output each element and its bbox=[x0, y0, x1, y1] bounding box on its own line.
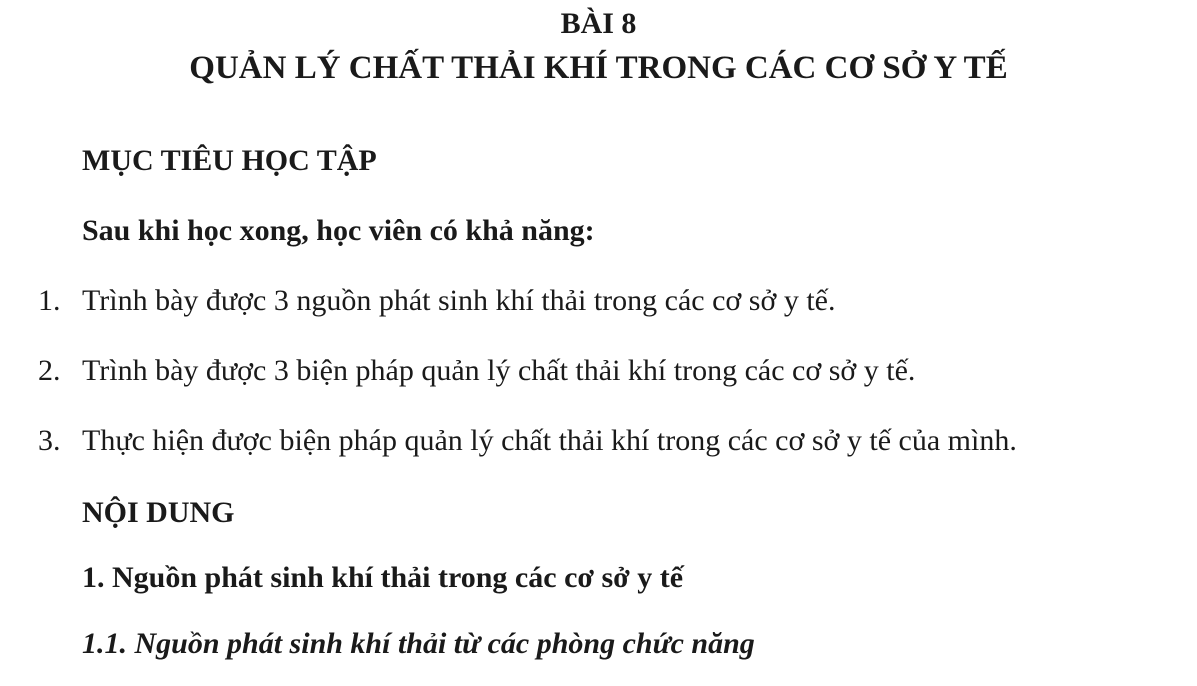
list-item-text: Thực hiện được biện pháp quản lý chất thải khí trong các cơ sở y tế của mình. bbox=[82, 424, 1017, 457]
list-item-number: 1. bbox=[38, 284, 61, 317]
objectives-list bbox=[0, 281, 1197, 461]
page-title: QUẢN LÝ CHẤT THẢI KHÍ TRONG CÁC CƠ SỞ Y TẾ bbox=[189, 50, 1008, 86]
objectives-heading: MỤC TIÊU HỌC TẬP bbox=[82, 144, 377, 177]
objectives-intro: Sau khi học xong, học viên có khả năng: bbox=[82, 214, 595, 247]
list-item bbox=[38, 281, 1197, 321]
content-heading: NỘI DUNG bbox=[82, 496, 235, 529]
section-1-heading: 1. Nguồn phát sinh khí thải trong các cơ sở y tế bbox=[82, 561, 684, 594]
list-item-number: 2. bbox=[38, 354, 61, 387]
list-item-text: Trình bày được 3 nguồn phát sinh khí thải trong các cơ sở y tế. bbox=[82, 284, 836, 317]
list-item-number: 3. bbox=[38, 424, 61, 457]
list-item-text: Trình bày được 3 biện pháp quản lý chất thải khí trong các cơ sở y tế. bbox=[82, 354, 916, 387]
lesson-number: BÀI 8 bbox=[560, 7, 637, 40]
list-item bbox=[38, 421, 1197, 461]
section-1-1-heading: 1.1. Nguồn phát sinh khí thải từ các phòng chức năng bbox=[82, 627, 755, 660]
list-item bbox=[38, 351, 1197, 391]
